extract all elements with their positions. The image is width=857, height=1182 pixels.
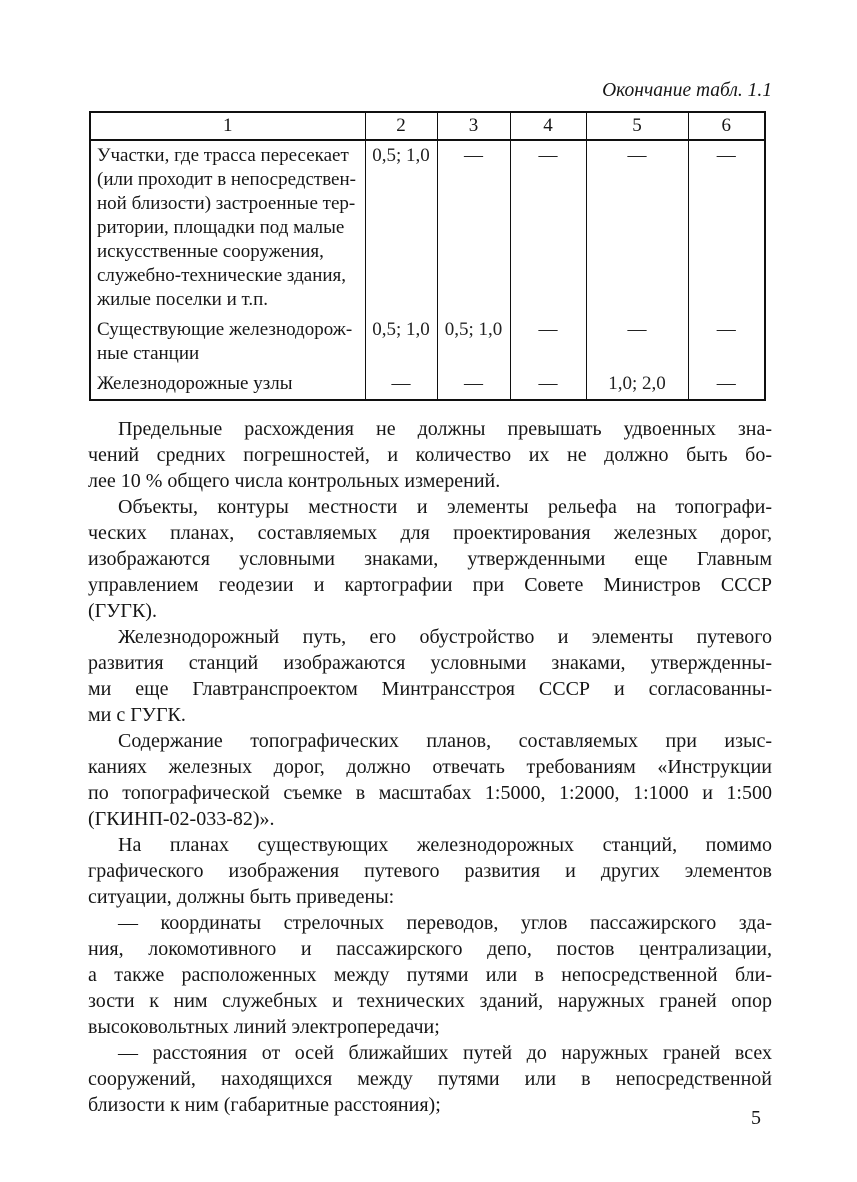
row-value: —	[437, 140, 510, 315]
row-label-line: жилые поселки и т.п.	[97, 289, 269, 310]
paragraph-line: лее 10 % общего числа контрольных измерений.	[88, 470, 501, 492]
paragraph	[88, 416, 772, 494]
paragraph-line: Содержание топографических планов, составляемых при изыс-	[118, 730, 772, 752]
paragraph-line: близости к ним (габаритные расстояния);	[88, 1094, 441, 1116]
paragraph-line: (ГУГК).	[88, 600, 157, 622]
table-body	[90, 140, 765, 400]
paragraph	[88, 1040, 772, 1118]
paragraph-line: ми еще Главтранспроектом Минтрансстроя СССР и согласованны-	[88, 678, 772, 700]
row-label-line: Железнодорожные узлы	[97, 373, 293, 394]
table-header-row	[90, 112, 765, 140]
paragraph-line: графического изображения путевого развития и других элементов	[88, 860, 772, 882]
row-value: 1,0; 2,0	[586, 369, 688, 400]
row-value: —	[586, 315, 688, 369]
paragraph-line: управлением геодезии и картографии при Совете Министров СССР	[88, 574, 772, 596]
paragraph	[88, 728, 772, 832]
table-row	[90, 140, 765, 315]
row-value: —	[586, 140, 688, 315]
paragraph-line: чений средних погрешностей, и количество их не должно быть бо-	[88, 444, 772, 466]
row-label-line: Существующие железнодорож-	[97, 319, 353, 340]
table-header-cell: 4	[510, 112, 586, 140]
paragraph	[88, 624, 772, 728]
row-value: 0,5; 1,0	[437, 315, 510, 369]
paragraph-line: ческих планах, составляемых для проектирования железных дорог,	[88, 522, 772, 544]
table-header-cell: 6	[688, 112, 765, 140]
paragraph-line: ситуации, должны быть приведены:	[88, 886, 395, 908]
row-label-line: ные станции	[97, 343, 200, 364]
paragraph-line: Объекты, контуры местности и элементы рельефа на топографи-	[118, 496, 772, 518]
paragraph-line: ния, локомотивного и пассажирского депо, постов централизации,	[88, 938, 772, 960]
table-row	[90, 369, 765, 400]
paragraphs	[88, 416, 772, 1118]
row-label-line: (или проходит в непосредствен-	[97, 169, 356, 190]
table-header-cell: 3	[437, 112, 510, 140]
row-label-line: ритории, площадки под малые	[97, 217, 345, 238]
paragraph-line: развития станций изображаются условными знаками, утвержденны-	[88, 652, 772, 674]
row-value: —	[510, 369, 586, 400]
paragraph-line: — расстояния от осей ближайших путей до наружных граней всех	[118, 1042, 772, 1064]
row-label	[90, 315, 365, 369]
row-value: —	[688, 315, 765, 369]
table-header-cell: 5	[586, 112, 688, 140]
paragraph-line: каниях железных дорог, должно отвечать требованиям «Инструкции	[88, 756, 772, 778]
table-row	[90, 315, 765, 369]
paragraph-line: высоковольтных линий электропередачи;	[88, 1016, 440, 1038]
paragraph	[88, 832, 772, 910]
row-label-line: искусственные сооружения,	[97, 241, 324, 262]
page-number: 5	[751, 1107, 761, 1129]
row-value: 0,5; 1,0	[365, 140, 437, 315]
row-value: —	[365, 369, 437, 400]
table-caption: Окончание табл. 1.1	[602, 80, 772, 101]
paragraph-line: а также расположенных между путями или в непосредственной бли-	[88, 964, 772, 986]
row-label	[90, 140, 365, 315]
table-header-cell: 1	[90, 112, 365, 140]
paragraph-line: На планах существующих железнодорожных станций, помимо	[118, 834, 772, 856]
paragraph-line: ми с ГУГК.	[88, 704, 186, 726]
paragraph-line: зости к ним служебных и технических зданий, наружных граней опор	[88, 990, 772, 1012]
paragraph	[88, 494, 772, 624]
row-label-line: ной близости) застроенные тер-	[97, 193, 356, 214]
paragraph-line: изображаются условными знаками, утвержденными еще Главным	[88, 548, 772, 570]
row-value: —	[510, 140, 586, 315]
row-label	[90, 369, 365, 400]
row-value: —	[688, 140, 765, 315]
row-value: —	[688, 369, 765, 400]
row-value: —	[510, 315, 586, 369]
paragraph-line: по топографической съемке в масштабах 1:5000, 1:2000, 1:1000 и 1:500	[88, 782, 772, 804]
paragraph	[88, 910, 772, 1040]
paragraph-line: — координаты стрелочных переводов, углов пассажирского зда-	[118, 912, 772, 934]
table-header-cell: 2	[365, 112, 437, 140]
paragraph-line: Предельные расхождения не должны превышать удвоенных зна-	[118, 418, 772, 440]
paragraph-line: (ГКИНП-02-033-82)».	[88, 808, 275, 830]
row-value: —	[437, 369, 510, 400]
continuation-table	[89, 111, 766, 401]
paragraph-line: Железнодорожный путь, его обустройство и элементы путевого	[118, 626, 772, 648]
row-value: 0,5; 1,0	[365, 315, 437, 369]
page-content	[88, 0, 772, 1118]
row-label-line: Участки, где трасса пересекает	[97, 145, 349, 166]
row-label-line: служебно-технические здания,	[97, 265, 347, 286]
paragraph-line: сооружений, находящихся между путями или в непосредственной	[88, 1068, 772, 1090]
